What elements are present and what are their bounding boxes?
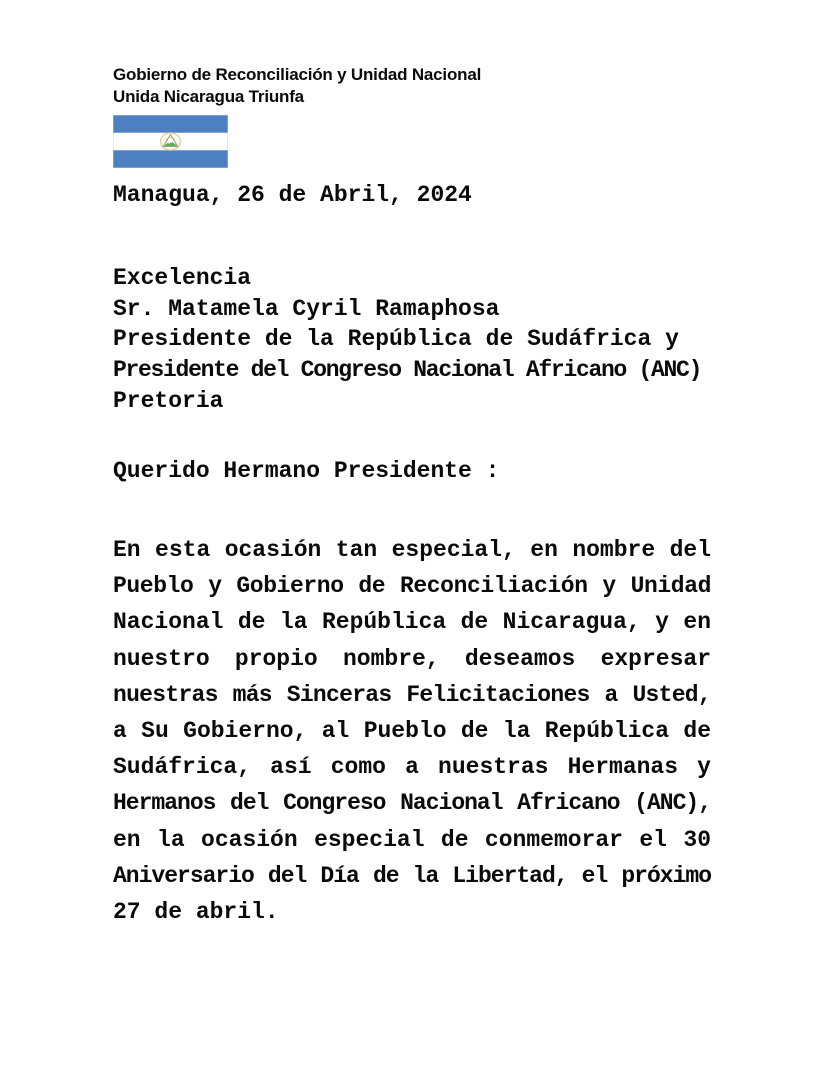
body-paragraph	[113, 532, 711, 930]
flag-top-blue-stripe	[113, 115, 228, 133]
body-line: Aniversario del Día de la Libertad, el próximo	[113, 862, 711, 889]
recipient-block	[113, 263, 711, 417]
body-line: Pueblo y Gobierno de Reconciliación y Unidad	[113, 573, 711, 600]
date-line: Managua, 26 de Abril, 2024	[113, 182, 472, 208]
nicaragua-flag-image	[113, 115, 228, 168]
letterhead-line1: Gobierno de Reconciliación y Unidad Nacional	[113, 65, 482, 84]
letterhead	[113, 64, 481, 107]
body-line: nuestro propio nombre, deseamos expresar	[113, 645, 711, 672]
recipient-line: Presidente del Congreso Nacional Africano (ANC)	[113, 357, 702, 384]
flag-coat-of-arms	[161, 133, 181, 150]
body-line: Hermanos del Congreso Nacional Africano (ANC),	[113, 790, 711, 817]
body-line: 27 de abril.	[113, 899, 279, 926]
flag-bottom-blue-stripe	[113, 150, 228, 168]
body-line: nuestras más Sinceras Felicitaciones a Usted,	[113, 681, 711, 708]
body-line: en la ocasión especial de conmemorar el 30	[113, 826, 711, 853]
body-line: a Su Gobierno, al Pueblo de la República de	[113, 718, 711, 745]
body-line: Sudáfrica, así como a nuestras Hermanas y	[113, 754, 711, 781]
body-line: Nacional de la República de Nicaragua, y en	[113, 609, 711, 636]
recipient-line: Presidente de la República de Sudáfrica y	[113, 326, 679, 353]
recipient-line: Sr. Matamela Cyril Ramaphosa	[113, 295, 500, 322]
body-line: En esta ocasión tan especial, en nombre del	[113, 537, 711, 563]
letterhead-line2: Unida Nicaragua Triunfa	[113, 86, 304, 106]
recipient-line: Excelencia	[113, 265, 252, 291]
nicaragua-flag-icon	[113, 115, 228, 168]
recipient-line: Pretoria	[113, 387, 224, 414]
salutation-line: Querido Hermano Presidente :	[113, 458, 500, 484]
